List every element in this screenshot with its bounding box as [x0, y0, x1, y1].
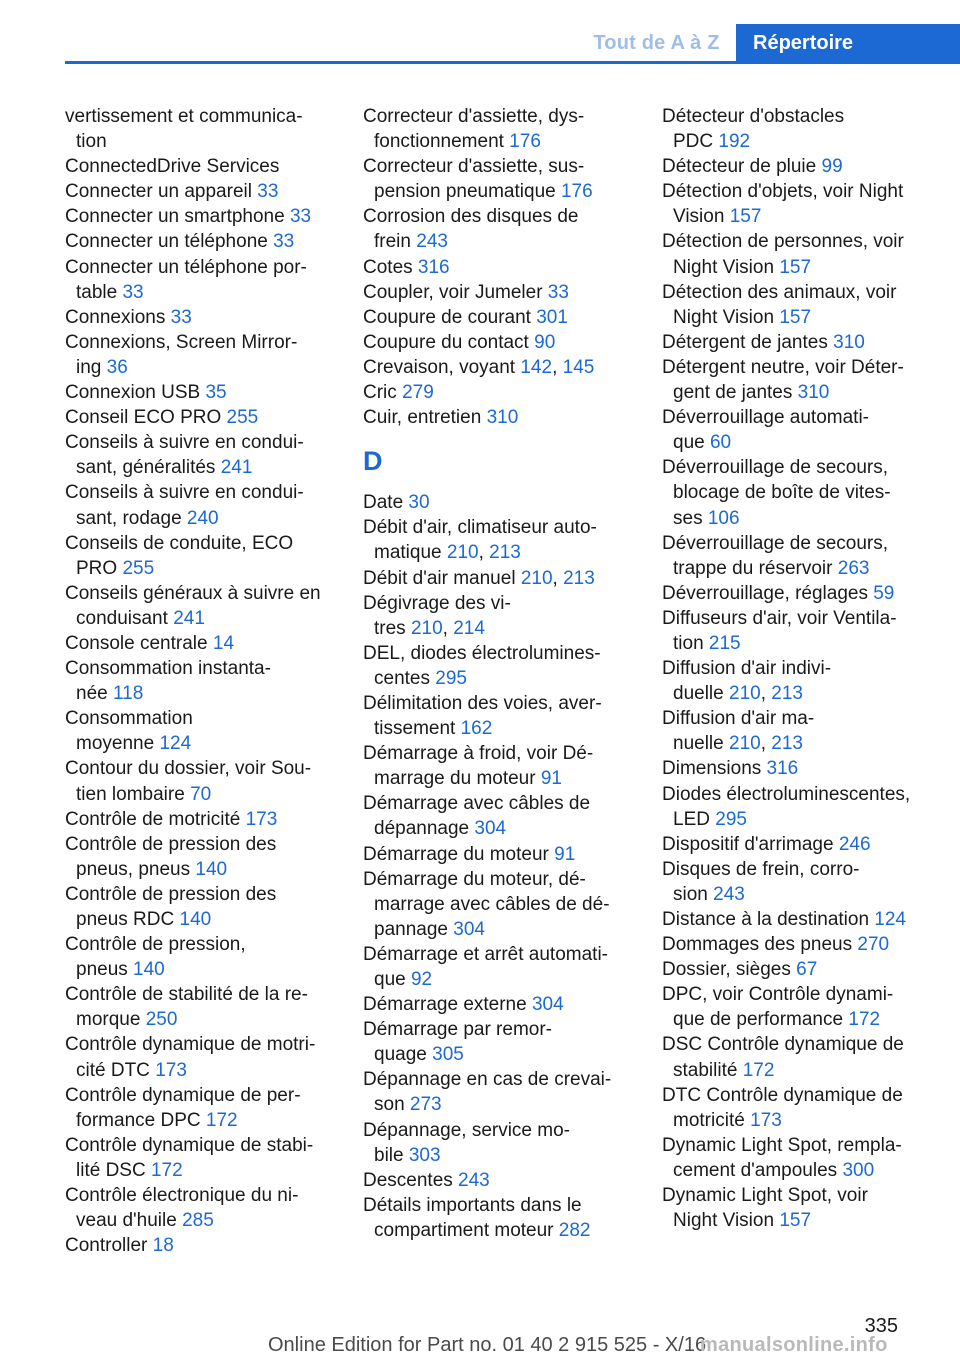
page-ref-link[interactable]: 145: [562, 356, 595, 378]
index-entry-text: Controller: [65, 1235, 153, 1257]
index-entry-text: Dommages des pneus: [662, 934, 858, 956]
index-entry-text: Cuir, entretien: [363, 407, 487, 429]
index-entry-text: Démarrage avec câbles de dépannage: [363, 793, 591, 840]
index-letter-heading: D: [363, 446, 383, 477]
page-ref-link[interactable]: 279: [402, 382, 434, 404]
index-entry: [65, 1133, 337, 1183]
tab-tout-de-a-a-z[interactable]: Tout de A à Z: [593, 32, 720, 54]
page-ref-link[interactable]: 124: [159, 733, 192, 755]
ref-separator: ,: [478, 542, 490, 564]
page-ref-link[interactable]: 246: [838, 833, 871, 855]
index-entry: [363, 741, 638, 791]
index-entry: [662, 957, 952, 982]
page-ref-link[interactable]: 263: [837, 557, 870, 579]
index-entry: [65, 204, 337, 229]
index-entry: [65, 154, 337, 179]
index-entry: [65, 330, 337, 380]
index-entry-text: Diffuseurs d'air, voir Ventila- tion: [662, 607, 897, 654]
index-entry: [363, 204, 638, 254]
page-ref-link[interactable]: 250: [145, 1009, 178, 1031]
edition-footer: Online Edition for Part no. 01 40 2 915 525 - X/16: [268, 1334, 707, 1356]
ref-separator: ,: [552, 356, 563, 378]
index-entry: [363, 330, 638, 355]
index-entry: [662, 1032, 952, 1082]
page-ref-link[interactable]: 255: [226, 407, 259, 429]
index-entry: [65, 104, 337, 154]
page-ref-link[interactable]: 285: [182, 1210, 214, 1232]
index-entry-text: Corrosion des disques de frein: [363, 206, 579, 253]
index-entry: [65, 305, 337, 330]
page-ref-link[interactable]: 173: [155, 1059, 187, 1081]
index-entry: [363, 591, 638, 641]
index-entry: [363, 566, 638, 591]
index-entry-text: Conseils à suivre en condui- sant, rodage: [65, 482, 304, 529]
index-entry-text: Détection des animaux, voir Night Vision: [662, 281, 897, 328]
index-entry-text: Détergent de jantes: [662, 331, 834, 353]
index-entry: [662, 782, 952, 832]
index-entry-text: Dépannage, service mo- bile: [363, 1119, 570, 1166]
index-entry: [662, 531, 952, 581]
index-entry-text: Déverrouillage de secours, blocage de boîte de vites- ses: [662, 457, 891, 529]
page-ref-link[interactable]: 304: [453, 918, 485, 940]
page-ref-link[interactable]: 90: [534, 331, 556, 353]
index-entry: [363, 355, 638, 380]
index-entry: [662, 581, 952, 606]
page-ref-link[interactable]: 157: [779, 1210, 812, 1232]
page-ref-link[interactable]: 172: [205, 1109, 238, 1131]
index-entry-text: Dynamic Light Spot, rempla- cement d'ampoules: [662, 1134, 902, 1181]
index-entry-text: Diffusion d'air indivi- duelle: [662, 658, 832, 705]
index-entry-text: Coupler, voir Jumeler: [363, 281, 548, 303]
page-ref-link[interactable]: 106: [707, 507, 740, 529]
page-ref-link[interactable]: 282: [558, 1219, 591, 1241]
index-entry-text: Console centrale: [65, 632, 213, 654]
index-entry-text: Connecter un téléphone: [65, 231, 274, 253]
page-ref-link[interactable]: 91: [554, 843, 576, 865]
index-entry: [662, 229, 952, 279]
index-entry: [363, 305, 638, 330]
index-entry: [65, 179, 337, 204]
index-entry: [363, 1118, 638, 1168]
index-entry-text: Dynamic Light Spot, voir Night Vision: [662, 1185, 868, 1232]
index-entry-text: Dégivrage des vi- tres: [363, 592, 511, 639]
index-entry: [65, 982, 337, 1032]
index-entry-text: DTC Contrôle dynamique de motricité: [662, 1084, 903, 1131]
index-column-2: [363, 104, 638, 1243]
page-ref-link[interactable]: 241: [220, 457, 253, 479]
index-entry: [65, 1233, 337, 1258]
index-entry: [65, 229, 337, 254]
page-ref-link[interactable]: 215: [708, 632, 741, 654]
index-entry-text: Coupure du contact: [363, 331, 535, 353]
page-ref-link[interactable]: 240: [186, 507, 219, 529]
index-entry-text: Consommation instanta- née: [65, 658, 271, 705]
page-ref-link[interactable]: 316: [417, 256, 450, 278]
index-entry-text: Date: [363, 492, 409, 514]
page-ref-link[interactable]: 213: [771, 733, 803, 755]
index-entry: [65, 531, 337, 581]
index-entry-text: Dispositif d'arrimage: [662, 833, 839, 855]
page-ref-link[interactable]: 192: [718, 131, 751, 153]
page-ref-link[interactable]: 33: [170, 306, 192, 328]
page-ref-link[interactable]: 33: [122, 281, 144, 303]
index-entry-text: Connexions: [65, 306, 171, 328]
page-ref-link[interactable]: 300: [842, 1159, 875, 1181]
index-entry: [65, 807, 337, 832]
index-entry: [363, 490, 638, 515]
page-ref-link[interactable]: 118: [112, 683, 144, 705]
index-entry: [65, 255, 337, 305]
page-ref-link[interactable]: 176: [560, 181, 593, 203]
index-entry-text: Coupure de courant: [363, 306, 537, 328]
index-entry: [662, 154, 952, 179]
index-entry: [65, 706, 337, 756]
index-entry: [65, 581, 337, 631]
page-ref-link[interactable]: 304: [531, 994, 564, 1016]
page-ref-link[interactable]: 67: [796, 959, 818, 981]
page-ref-link[interactable]: 140: [195, 858, 228, 880]
page-ref-link[interactable]: 162: [460, 718, 493, 740]
page-ref-link[interactable]: 243: [416, 231, 448, 253]
index-entry-text: Conseils de conduite, ECO PRO: [65, 532, 294, 579]
index-entry: [65, 380, 337, 405]
index-entry-text: DSC Contrôle dynamique de stabilité: [662, 1034, 904, 1081]
index-entry-text: Contrôle dynamique de stabi- lité DSC: [65, 1134, 314, 1181]
index-entry-text: Détergent neutre, voir Déter- gent de jantes: [662, 356, 904, 404]
index-entry-text: Cric: [363, 382, 403, 404]
index-entry: [662, 606, 952, 656]
page-ref-link[interactable]: 241: [173, 607, 205, 629]
page-ref-link[interactable]: 310: [833, 331, 865, 353]
index-entry: [662, 656, 952, 706]
ref-separator: ,: [442, 617, 454, 639]
index-entry-text: Diffusion d'air ma- nuelle: [662, 708, 815, 755]
index-entry: [662, 104, 952, 154]
index-entry: [662, 280, 952, 330]
index-entry-text: Connecter un téléphone por- table: [65, 256, 307, 303]
page-ref-link[interactable]: 303: [408, 1144, 441, 1166]
index-entry: [65, 756, 337, 806]
index-entry: [662, 455, 952, 530]
index-entry: [662, 330, 952, 355]
page-ref-link[interactable]: 301: [536, 306, 568, 328]
page-ref-link[interactable]: 210: [729, 733, 761, 755]
index-entry-text: Déverrouillage, réglages: [662, 582, 874, 604]
page-ref-link[interactable]: 255: [122, 557, 155, 579]
page-ref-link[interactable]: 157: [779, 256, 812, 278]
index-entry-text: Dossier, sièges: [662, 959, 797, 981]
index-entry-text: Dimensions: [662, 758, 767, 780]
ref-separator: ,: [760, 733, 772, 755]
index-entry-text: Consommation moyenne: [65, 708, 193, 755]
page-ref-link[interactable]: 36: [106, 356, 128, 378]
page-ref-link[interactable]: 213: [563, 567, 595, 589]
page-ref-link[interactable]: 310: [486, 407, 519, 429]
index-entry: [363, 1017, 638, 1067]
page-ref-link[interactable]: 99: [821, 156, 843, 178]
index-entry-text: Connecter un appareil: [65, 181, 258, 203]
page-ref-link[interactable]: 210: [446, 542, 479, 564]
index-entry: [363, 280, 638, 305]
index-entry-text: Connexions, Screen Mirror- ing: [65, 331, 298, 378]
page-ref-link[interactable]: 304: [474, 818, 507, 840]
page-ref-link[interactable]: 214: [453, 617, 485, 639]
index-entry-text: Distance à la destination: [662, 909, 875, 930]
page-ref-link[interactable]: 70: [190, 783, 212, 805]
page-ref-link[interactable]: 60: [709, 432, 732, 454]
index-entry-text: DPC, voir Contrôle dynami- que de performance: [662, 984, 894, 1031]
page-ref-link[interactable]: 270: [857, 934, 890, 956]
index-entry: [363, 942, 638, 992]
index-entry-text: Crevaison, voyant: [363, 356, 521, 378]
index-entry-text: Déverrouillage automati- que: [662, 407, 869, 454]
index-entry-text: Détection d'objets, voir Night Vision: [662, 181, 904, 228]
index-entry-text: Cotes: [363, 256, 418, 278]
index-entry-text: Démarrage par remor- quage: [363, 1019, 552, 1066]
index-entry-text: Contrôle dynamique de per- formance DPC: [65, 1084, 301, 1131]
page-ref-link[interactable]: 33: [289, 206, 312, 228]
index-entry-text: Démarrage à froid, voir Dé- marrage du moteur: [363, 743, 594, 790]
index-entry-text: Détecteur d'obstacles PDC: [662, 106, 845, 153]
page-ref-link[interactable]: 124: [874, 909, 906, 930]
page-ref-link[interactable]: 243: [458, 1169, 490, 1191]
index-entry-text: Démarrage du moteur: [363, 843, 555, 865]
page-ref-link[interactable]: 295: [435, 667, 467, 689]
index-entry: [65, 430, 337, 480]
index-entry-text: Détection de personnes, voir Night Vision: [662, 231, 904, 278]
index-entry-text: Débit d'air, climatiseur auto- matique: [363, 517, 597, 564]
index-entry-text: Contour du dossier, voir Sou- tien lombaire: [65, 758, 312, 805]
index-entry: [65, 1083, 337, 1133]
page-ref-link[interactable]: 243: [713, 883, 745, 905]
index-entry-text: Détecteur de pluie: [662, 156, 822, 178]
page-ref-link[interactable]: 30: [408, 492, 430, 514]
index-entry: [363, 867, 638, 942]
index-entry-text: Délimitation des voies, aver- tissement: [363, 692, 602, 740]
page-ref-link[interactable]: 33: [273, 231, 295, 253]
index-entry-text: Conseils généraux à suivre en conduisant: [65, 582, 321, 629]
page-ref-link[interactable]: 316: [766, 758, 799, 780]
index-entry: [363, 1193, 638, 1243]
index-entry-text: Connecter un smartphone: [65, 206, 290, 228]
index-entry: [363, 1168, 638, 1193]
watermark: manualsonline.info: [700, 1334, 888, 1356]
index-entry: [65, 882, 337, 932]
index-entry-text: Descentes: [363, 1169, 459, 1191]
page-ref-link[interactable]: 210: [410, 617, 443, 639]
index-entry: [662, 756, 952, 781]
index-column-1: [65, 104, 337, 1258]
index-entry: [363, 154, 638, 204]
index-entry: [363, 255, 638, 280]
index-entry: [662, 1133, 952, 1183]
page-ref-link[interactable]: 33: [257, 181, 279, 203]
page-ref-link[interactable]: 18: [152, 1235, 174, 1257]
index-entry: [363, 992, 638, 1017]
index-entry: [662, 706, 952, 756]
index-entry: [662, 1083, 952, 1133]
index-entry: [363, 1067, 638, 1117]
page-ref-link[interactable]: 210: [520, 567, 553, 589]
index-entry-text: Connexion USB: [65, 382, 206, 404]
ref-separator: ,: [552, 567, 564, 589]
index-entry-text: Détails importants dans le compartiment moteur: [363, 1194, 582, 1241]
index-entry-text: Dépannage en cas de crevai- son: [363, 1069, 612, 1116]
page-ref-link[interactable]: 176: [509, 131, 541, 153]
page-ref-link[interactable]: 33: [547, 281, 569, 303]
index-entry: [662, 982, 952, 1032]
index-entry: [65, 405, 337, 430]
page-ref-link[interactable]: 59: [873, 582, 895, 604]
page-ref-link[interactable]: 35: [205, 382, 227, 404]
index-entry-text: ConnectedDrive Services: [65, 156, 280, 178]
ref-separator: ,: [760, 683, 772, 705]
index-entry: [65, 832, 337, 882]
page-ref-link[interactable]: 92: [410, 969, 433, 990]
index-entry-text: Démarrage externe: [363, 994, 532, 1016]
index-entry: [662, 832, 952, 857]
index-entry-text: Contrôle électronique du ni- veau d'huile: [65, 1185, 299, 1232]
index-entry: [363, 641, 638, 691]
index-entry: [363, 380, 638, 405]
index-entry-text: Démarrage du moteur, dé- marrage avec câbles de dé- pannage: [363, 868, 610, 940]
index-entry: [65, 1183, 337, 1233]
index-entry-text: Débit d'air manuel: [363, 567, 521, 589]
page-ref-link[interactable]: 213: [771, 683, 803, 705]
page-ref-link[interactable]: 172: [150, 1159, 183, 1181]
index-entry: [65, 480, 337, 530]
page-ref-link[interactable]: 157: [779, 306, 812, 328]
index-entry-text: Contrôle de pression des pneus RDC: [65, 883, 277, 930]
index-entry: [363, 791, 638, 841]
page-ref-link[interactable]: 295: [715, 808, 747, 830]
index-entry-text: vertissement et communica- tion: [65, 106, 303, 153]
page-ref-link[interactable]: 213: [489, 542, 521, 564]
page-ref-link[interactable]: 273: [409, 1094, 442, 1116]
page-number: 335: [864, 1315, 898, 1337]
index-entry: [662, 1183, 952, 1233]
index-entry: [363, 691, 638, 741]
index-entry: [662, 907, 952, 932]
page-ref-link[interactable]: 173: [750, 1109, 782, 1131]
index-entry: [363, 842, 638, 867]
index-entry-text: Contrôle de pression, pneus: [65, 934, 246, 981]
page-ref-link[interactable]: 157: [729, 206, 762, 228]
index-entry-text: Contrôle de motricité: [65, 808, 246, 830]
page-ref-link[interactable]: 172: [848, 1009, 881, 1031]
index-entry-text: Contrôle de stabilité de la re- morque: [65, 984, 308, 1031]
page-ref-link[interactable]: 140: [133, 959, 165, 981]
tab-repertoire[interactable]: Répertoire: [736, 24, 960, 64]
page-ref-link[interactable]: 210: [729, 683, 761, 705]
index-entry-text: Correcteur d'assiette, dys- fonctionnement: [363, 106, 585, 153]
index-entry: [65, 631, 337, 656]
index-entry: [363, 515, 638, 565]
index-entry: [662, 932, 952, 957]
index-entry: [65, 1032, 337, 1082]
index-entry-text: Déverrouillage de secours, trappe du réservoir: [662, 532, 889, 579]
index-entry-text: Contrôle de pression des pneus, pneus: [65, 833, 277, 880]
page-ref-link[interactable]: 172: [742, 1059, 775, 1081]
index-entry-text: Diodes électroluminescentes, LED: [662, 783, 911, 830]
index-entry-text: Disques de frein, corro- sion: [662, 858, 860, 905]
page-ref-link[interactable]: 173: [245, 808, 278, 830]
page-ref-link[interactable]: 310: [797, 382, 830, 404]
page-ref-link[interactable]: 142: [520, 356, 553, 378]
page-ref-link[interactable]: 140: [179, 909, 212, 930]
index-entry-text: Conseils à suivre en condui- sant, généralités: [65, 432, 304, 479]
index-column-3: [662, 104, 952, 1233]
index-entry: [662, 405, 952, 455]
page-ref-link[interactable]: 305: [432, 1044, 464, 1066]
index-entry-text: DEL, diodes électrolumines- centes: [363, 642, 601, 689]
index-entry: [363, 104, 638, 154]
index-entry: [363, 405, 638, 430]
index-entry: [662, 355, 952, 405]
page-ref-link[interactable]: 14: [212, 632, 235, 654]
index-entry-text: Contrôle dynamique de motri- cité DTC: [65, 1034, 316, 1081]
index-entry: [65, 656, 337, 706]
index-entry: [662, 857, 952, 907]
index-entry: [662, 179, 952, 229]
index-entry-text: Conseil ECO PRO: [65, 407, 227, 429]
index-entry-text: Démarrage et arrêt automati- que: [363, 943, 608, 990]
index-entry-text: Correcteur d'assiette, sus- pension pneumatique: [363, 156, 585, 203]
index-entry: [65, 932, 337, 982]
page-ref-link[interactable]: 91: [540, 768, 562, 790]
